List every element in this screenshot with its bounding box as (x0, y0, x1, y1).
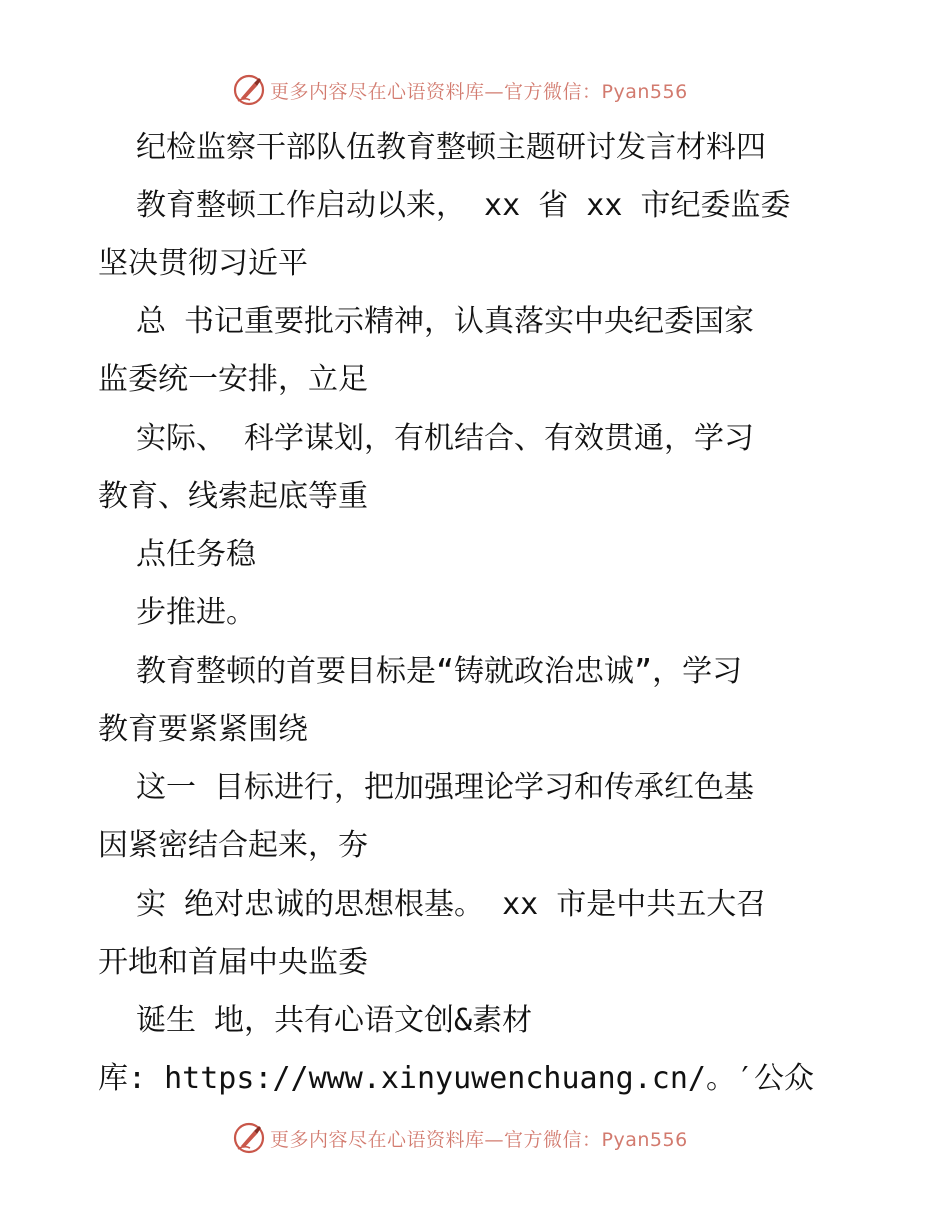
document-title: 纪检监察干部队伍教育整顿主题研讨发言材料四 (136, 130, 766, 165)
quill-pen-logo-icon (232, 73, 266, 107)
watermark-label: 更多内容尽在心语资料库—官方微信： (270, 1128, 602, 1151)
paragraph-line: 监委统一安排，立足 (98, 362, 368, 397)
paragraph-line: 诞生 地，共有心语文创&素材 (136, 1003, 533, 1038)
paragraph-line: 教育、线索起底等重 (98, 479, 368, 514)
paragraph-line: 实际、 科学谋划，有机结合、有效贯通，学习 (136, 421, 755, 456)
watermark-header (232, 72, 688, 108)
watermark-wechat-id: Pyan556 (601, 80, 688, 103)
paragraph-line: 步推进。 (136, 595, 256, 630)
paragraph-line: 教育整顿工作启动以来， xx 省 xx 市纪委监委 (136, 188, 791, 223)
watermark-wechat-id: Pyan556 (601, 1128, 688, 1151)
watermark-footer (232, 1120, 688, 1156)
paragraph-line: 库: https://www.xinyuwenchuang.cn/。′公众 (98, 1061, 815, 1096)
watermark-text (270, 1125, 688, 1152)
paragraph-line: 点任务稳 (136, 537, 256, 572)
watermark-text (270, 77, 688, 104)
paragraph-line: 实 绝对忠诚的思想根基。 xx 市是中共五大召 (136, 887, 767, 922)
watermark-label: 更多内容尽在心语资料库—官方微信： (270, 80, 602, 103)
paragraph-line: 因紧密结合起来，夯 (98, 828, 368, 863)
quill-pen-logo-icon (232, 1121, 266, 1155)
paragraph-line: 坚决贯彻习近平 (98, 246, 308, 281)
paragraph-line: 教育要紧紧围绕 (98, 712, 308, 747)
paragraph-line: 开地和首届中央监委 (98, 945, 368, 980)
paragraph-line: 教育整顿的首要目标是“铸就政治忠诚”，学习 (136, 654, 743, 689)
paragraph-line: 总 书记重要批示精神，认真落实中央纪委国家 (136, 304, 755, 339)
paragraph-line: 这一 目标进行，把加强理论学习和传承红色基 (136, 770, 755, 805)
